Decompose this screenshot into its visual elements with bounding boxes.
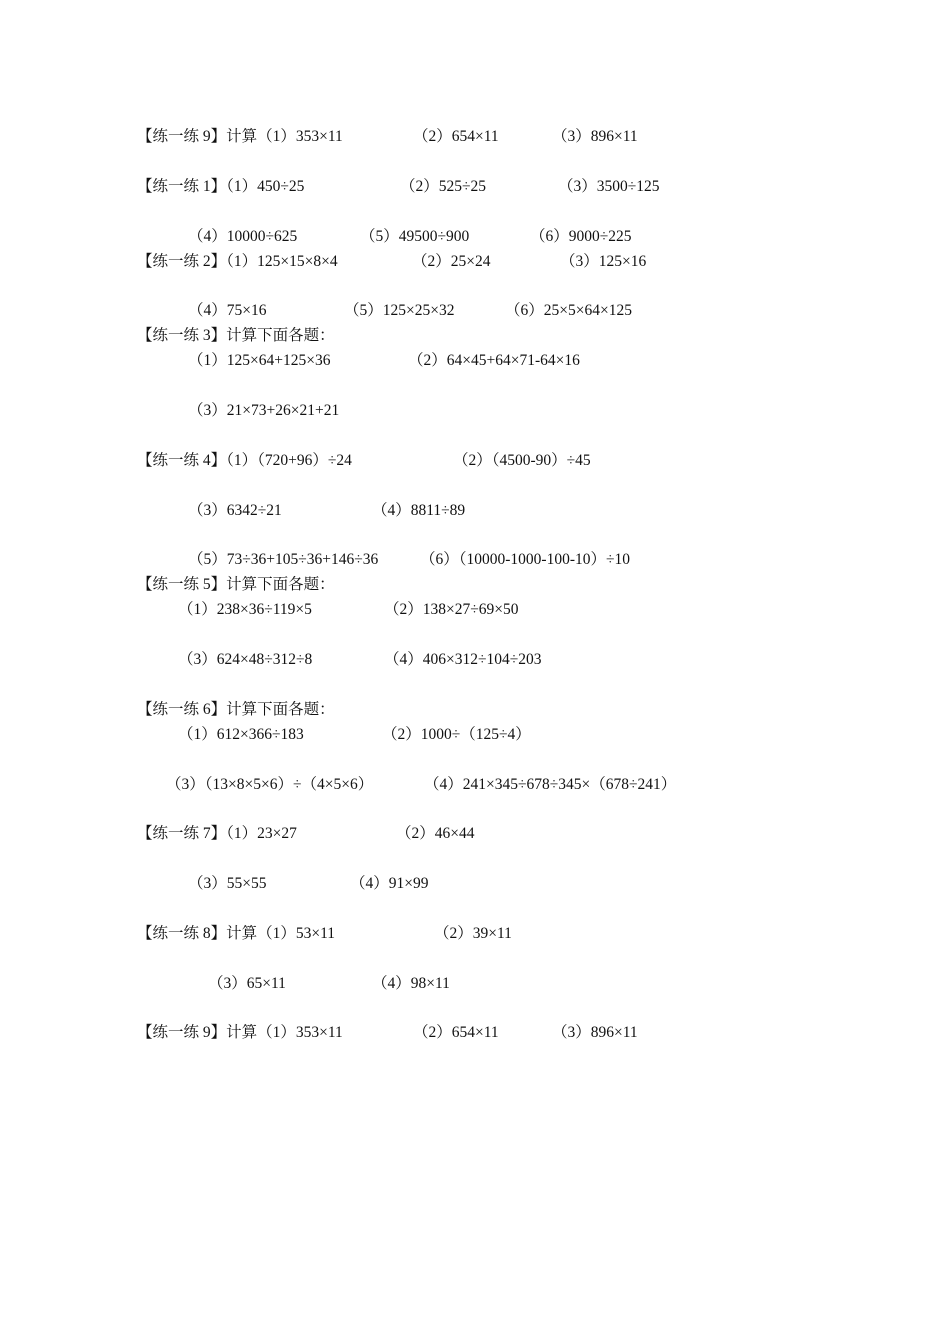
exercise-5-problem-1: （1）238×36÷119×5 (178, 601, 312, 618)
exercise-2-problem-2: （2）25×24 (412, 253, 491, 270)
exercise-3-problem-2: （2）64×45+64×71-64×16 (408, 352, 580, 369)
exercise-9-repeat-problem-1: 【练一练 9】计算（1）353×11 (137, 1024, 343, 1041)
exercise-4-problem-5: （5）73÷36+105÷36+146÷36 (188, 551, 379, 568)
exercise-2-problem-1: 【练一练 2】（1）125×15×8×4 (137, 253, 338, 270)
exercise-7-problem-4: （4）91×99 (350, 875, 429, 892)
exercise-6-problem-2: （2）1000÷（125÷4） (382, 726, 531, 743)
exercise-7-problem-1: 【练一练 7】（1）23×27 (137, 825, 297, 842)
exercise-2-problem-5: （5）125×25×32 (344, 302, 455, 319)
exercise-3-problem-1: （1）125×64+125×36 (188, 352, 331, 369)
exercise-7-problem-3: （3）55×55 (188, 875, 267, 892)
exercise-1-problem-6: （6）9000÷225 (530, 228, 632, 245)
exercise-6-heading: 【练一练 6】计算下面各题： (137, 701, 335, 718)
exercise-7-problem-2: （2）46×44 (396, 825, 475, 842)
exercise-9-problem-2: （2）654×11 (413, 128, 499, 145)
exercise-5-problem-4: （4）406×312÷104÷203 (384, 651, 542, 668)
exercise-2-problem-6: （6）25×5×64×125 (505, 302, 632, 319)
exercise-9-problem-3: （3）896×11 (552, 128, 638, 145)
exercise-8-problem-3: （3）65×11 (208, 975, 286, 992)
exercise-4-problem-4: （4）8811÷89 (372, 502, 466, 519)
exercise-8-problem-4: （4）98×11 (372, 975, 450, 992)
exercise-6-problem-3: （3）（13×8×5×6）÷（4×5×6） (166, 776, 374, 793)
exercise-4-problem-2: （2）（4500-90）÷45 (453, 452, 591, 469)
exercise-9-repeat-problem-2: （2）654×11 (413, 1024, 499, 1041)
exercise-4-problem-1: 【练一练 4】（1）（720+96）÷24 (137, 452, 352, 469)
exercise-6-problem-1: （1）612×366÷183 (178, 726, 304, 743)
exercise-3-problem-3: （3）21×73+26×21+21 (188, 402, 340, 419)
exercise-9-problem-1: 【练一练 9】计算（1）353×11 (137, 128, 343, 145)
exercise-1-problem-3: （3）3500÷125 (558, 178, 660, 195)
exercise-1-problem-4: （4）10000÷625 (188, 228, 298, 245)
exercise-3-heading: 【练一练 3】计算下面各题： (137, 327, 335, 344)
exercise-5-problem-2: （2）138×27÷69×50 (384, 601, 519, 618)
exercise-5-heading: 【练一练 5】计算下面各题： (137, 576, 335, 593)
exercise-4-problem-6: （6）（10000-1000-100-10）÷10 (420, 551, 630, 568)
exercise-8-problem-2: （2）39×11 (434, 925, 512, 942)
exercise-2-problem-4: （4）75×16 (188, 302, 267, 319)
exercise-1-problem-5: （5）49500÷900 (360, 228, 470, 245)
exercise-4-problem-3: （3）6342÷21 (188, 502, 282, 519)
exercise-2-problem-3: （3）125×16 (560, 253, 647, 270)
exercise-6-problem-4: （4）241×345÷678÷345×（678÷241） (424, 776, 677, 793)
exercise-9-repeat-problem-3: （3）896×11 (552, 1024, 638, 1041)
exercise-5-problem-3: （3）624×48÷312÷8 (178, 651, 313, 668)
exercise-8-problem-1: 【练一练 8】计算（1）53×11 (137, 925, 336, 942)
exercise-1-problem-2: （2）525÷25 (400, 178, 487, 195)
exercise-1-problem-1: 【练一练 1】（1）450÷25 (137, 178, 305, 195)
